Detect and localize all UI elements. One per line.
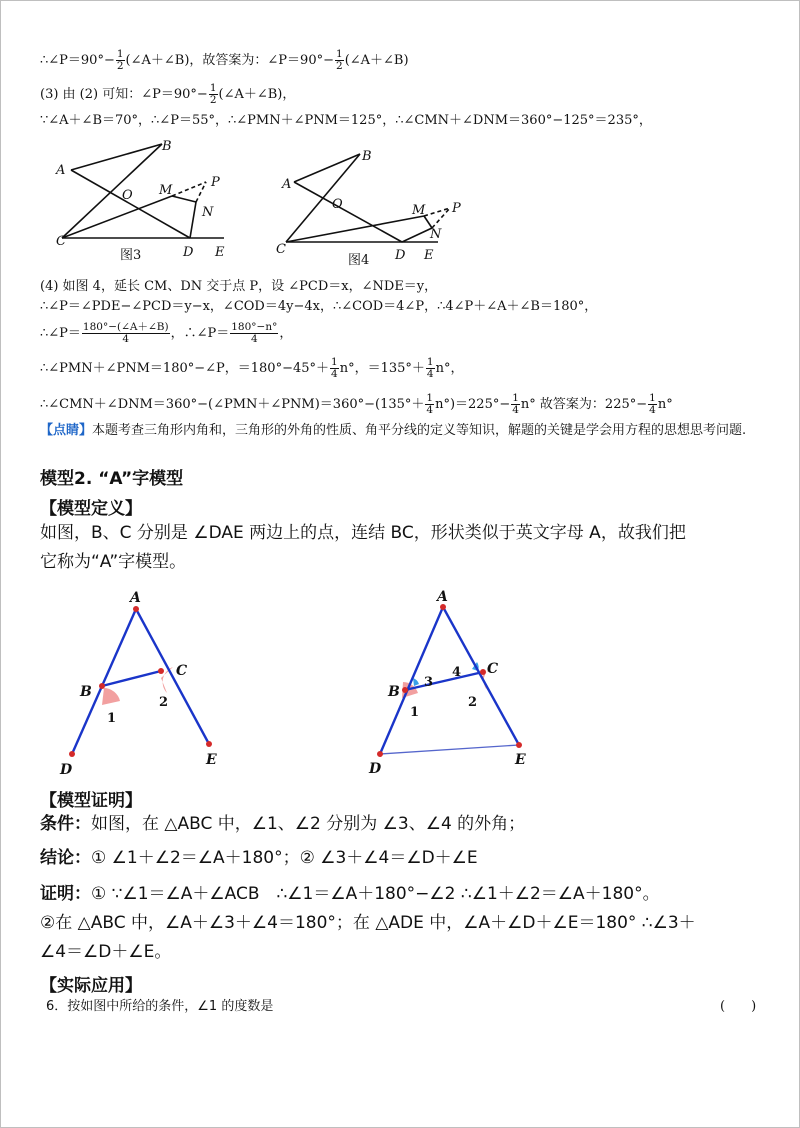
fig4-label-a: A <box>282 177 292 192</box>
right-side-ad <box>380 607 443 754</box>
right-label-angle-2: 2 <box>468 695 478 710</box>
proof-line-2: ②在 △ABC 中，∠A＋∠3＋∠4＝180°；在 △ADE 中，∠A＋∠D＋∠E＝180° ∴∠3＋ <box>40 913 696 933</box>
right-segment-de <box>380 745 519 754</box>
question-6-text: 6．按如图中所给的条件，∠1 的度数是 <box>46 999 274 1014</box>
fig4-line-nd <box>402 228 432 242</box>
comment-block <box>40 422 760 440</box>
solution-line-8: ∴∠CMN＋∠DNM＝360°−(∠PMN＋∠PNM)＝360°−(135°＋ $\frac{1}{4}$ n°)＝225°− $\frac{1}{4}$ n° 故答案为：225°− $\frac{1}{4}$ n° <box>40 392 673 416</box>
left-point-d <box>69 751 75 757</box>
left-point-e <box>206 741 212 747</box>
fig4-label-d: D <box>395 248 406 263</box>
fig3-label-n: N <box>202 205 214 220</box>
fig4-label-m: M <box>412 203 426 218</box>
fig3-label-o: O <box>122 188 133 203</box>
fig3-label-p: P <box>211 175 220 190</box>
left-point-c <box>158 668 164 674</box>
definition-line-2: 它称为“A”字模型。 <box>40 552 187 572</box>
right-point-b <box>402 687 408 693</box>
fig4-label-p: P <box>452 201 461 216</box>
left-side-ad <box>72 609 136 754</box>
left-label-b: B <box>80 684 92 700</box>
right-label-angle-4: 4 <box>452 665 462 680</box>
left-point-b <box>99 683 105 689</box>
right-label-b: B <box>388 684 400 700</box>
solution-line-6: ∴∠P＝ $\frac{180^\circ-(\angle A+\angle B)}{4}$ ，∴∠P＝ $\frac{180^\circ-n^\circ}{4}$ ， <box>40 321 293 345</box>
fig3-label-d: D <box>183 245 194 260</box>
a-model-figures <box>40 585 560 780</box>
fig4-caption: 图4 <box>348 253 370 268</box>
fig3-caption: 图3 <box>120 248 142 263</box>
fig4-line-ab <box>294 154 360 182</box>
right-point-e <box>516 742 522 748</box>
conclusion-line: 结论：① ∠1＋∠2＝∠A＋180°；② ∠3＋∠4＝∠D＋∠E <box>40 848 478 868</box>
proof-line-3: ∠4＝∠D＋∠E。 <box>40 942 172 962</box>
fig3-dash-np <box>196 182 206 202</box>
left-side-ae <box>136 609 209 744</box>
fig3-line-mn <box>172 196 196 202</box>
right-label-a: A <box>437 589 448 605</box>
solution-line-1: ∴∠P＝90°− $\frac{1}{2}$ (∠A＋∠B)，故答案为：∠P＝90°− $\frac{1}{2}$ (∠A＋∠B) <box>40 48 409 72</box>
left-label-c: C <box>176 663 188 679</box>
solution-line-3: ∵∠A＋∠B＝70°，∴∠P＝55°，∴∠PMN＋∠PNM＝125°，∴∠CMN＋∠DNM＝360°−125°＝235°， <box>40 113 652 128</box>
left-label-e: E <box>206 752 217 768</box>
condition-line: 条件：如图，在 △ABC 中，∠1、∠2 分别为 ∠3、∠4 的外角； <box>40 814 526 834</box>
fig3-label-a: A <box>56 163 66 178</box>
solution-line-2: (3) 由 (2) 可知：∠P＝90°− $\frac{1}{2}$ (∠A＋∠B)， <box>40 82 296 106</box>
comment-text: 本题考查三角形内角和，三角形的外角的性质、角平分线的定义等知识，解题的关键是学会用方程的思想思考问题. <box>92 423 747 438</box>
figures-3-4 <box>40 132 480 272</box>
comment-tag: 【点睛】 <box>40 423 93 438</box>
model-title: 模型2. “A”字模型 <box>40 469 184 489</box>
right-label-angle-3: 3 <box>424 675 434 690</box>
application-heading: 【实际应用】 <box>40 976 142 996</box>
left-label-angle-1: 1 <box>107 711 117 726</box>
solution-line-7: ∴∠PMN＋∠PNM＝180°−∠P，＝180°−45°＋ $\frac{1}{4}$ n°，＝135°＋ $\frac{1}{4}$ n°， <box>40 356 464 380</box>
left-point-a <box>133 606 139 612</box>
definition-line-1: 如图，B、C 分别是 ∠DAE 两边上的点，连结 BC，形状类似于英文字母 A，故我们把 <box>40 523 686 543</box>
left-label-d: D <box>60 762 73 778</box>
right-label-e: E <box>515 752 526 768</box>
fig4-label-b: B <box>362 149 372 164</box>
left-segment-bc <box>102 671 161 686</box>
right-label-d: D <box>369 761 382 777</box>
fig3-label-c: C <box>56 234 66 249</box>
right-point-d <box>377 751 383 757</box>
solution-line-4: (4) 如图 4，延长 CM、DN 交于点 P，设 ∠PCD＝x，∠NDE＝y， <box>40 279 438 294</box>
fig4-line-cm <box>286 216 424 242</box>
proof-line-1: 证明：① ∵∠1＝∠A＋∠ACB ∴∠1＝∠A＋180°−∠2 ∴∠1＋∠2＝∠A＋180°。 <box>40 884 660 904</box>
definition-heading: 【模型定义】 <box>40 499 142 519</box>
fig3-label-m: M <box>159 183 173 198</box>
solution-line-5: ∴∠P＝∠PDE−∠PCD＝y−x，∠COD＝4y−4x，∴∠COD＝4∠P，∴4∠P＋∠A＋∠B＝180°， <box>40 299 598 314</box>
proof-heading: 【模型证明】 <box>40 791 142 811</box>
fig4-label-o: O <box>332 197 343 212</box>
fig4-label-e: E <box>424 248 434 263</box>
fig4-label-c: C <box>276 242 286 257</box>
fig3-line-nd <box>190 202 196 238</box>
left-angle-1-arc <box>102 688 120 705</box>
question-6-answer-paren: ( ) <box>720 999 757 1014</box>
right-label-angle-1: 1 <box>410 705 420 720</box>
right-label-c: C <box>487 661 499 677</box>
fig4-line-bc <box>286 154 360 242</box>
right-point-c <box>480 669 486 675</box>
fig3-label-e: E <box>215 245 225 260</box>
left-label-angle-2: 2 <box>159 695 169 710</box>
fig3-line-cm <box>62 196 172 238</box>
right-angle-3-arc <box>413 678 419 686</box>
fig3-label-b: B <box>162 139 172 154</box>
fig4-label-n: N <box>430 227 442 242</box>
left-label-a: A <box>130 590 141 606</box>
